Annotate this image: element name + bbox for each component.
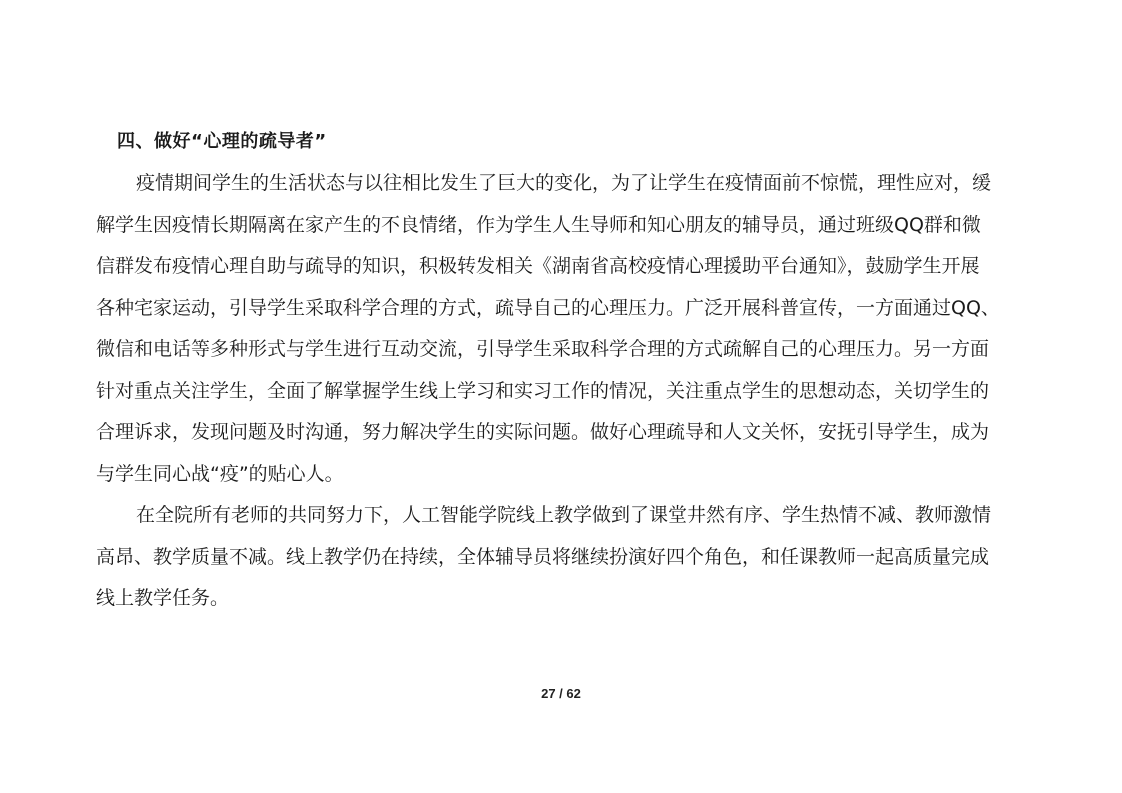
paragraph-line: 针对重点关注学生，全面了解掌握学生线上学习和实习工作的情况，关注重点学生的思想动态，关切学生的 <box>96 379 990 402</box>
section-heading: 四、做好“心理的疏导者” <box>117 131 327 152</box>
paragraph-line: 合理诉求，发现问题及时沟通，努力解决学生的实际问题。做好心理疏导和人文关怀，安抚引导学生，成为 <box>96 421 990 443</box>
paragraph-line: 疫情期间学生的生活状态与以往相比发生了巨大的变化，为了让学生在疫情面前不惊慌，理性应对，缓 <box>136 172 992 194</box>
paragraph-line: 各种宅家运动，引导学生采取科学合理的方式，疏导自己的心理压力。广泛开展科普宣传，一方面通过QQ、 <box>96 296 1000 319</box>
paragraph-2 <box>96 495 1036 620</box>
paragraph-1 <box>96 163 1036 495</box>
paragraph-line: 在全院所有老师的共同努力下，人工智能学院线上教学做到了课堂井然有序、学生热情不减、教师激情 <box>136 504 992 526</box>
page-number: 27 / 62 <box>541 686 581 701</box>
paragraph-line: 微信和电话等多种形式与学生进行互动交流，引导学生采取科学合理的方式疏解自己的心理压力。另一方面 <box>96 338 990 360</box>
paragraph-line: 信群发布疫情心理自助与疏导的知识，积极转发相关《湖南省高校疫情心理援助平台通知》，鼓励学生开展 <box>96 255 980 277</box>
paragraph-line: 线上教学任务。 <box>96 587 230 609</box>
paragraph-line: 解学生因疫情长期隔离在家产生的不良情绪，作为学生人生导师和知心朋友的辅导员，通过班级QQ群和微 <box>96 213 981 236</box>
paragraph-line: 与学生同心战“疫”的贴心人。 <box>96 462 344 485</box>
paragraph-line: 高昂、教学质量不减。线上教学仍在持续，全体辅导员将继续扮演好四个角色，和任课教师一起高质量完成 <box>96 545 990 568</box>
